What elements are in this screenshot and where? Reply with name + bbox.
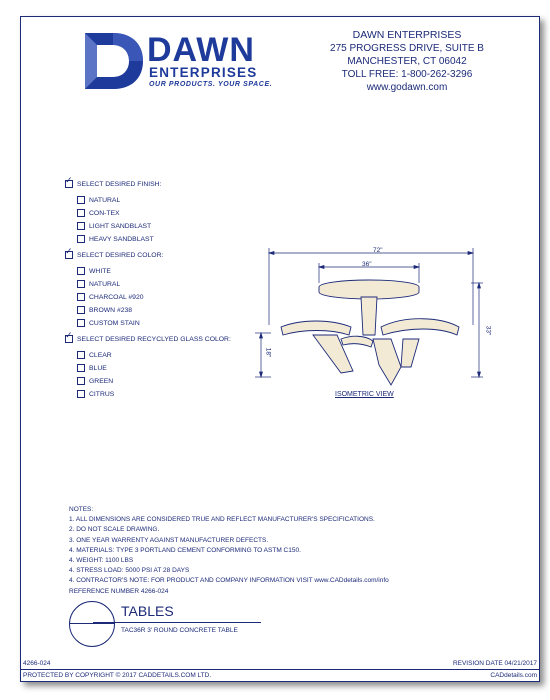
company-logo [83, 31, 283, 91]
glass-color-heading-label: SELECT DESIRED RECYCLYED GLASS COLOR: [77, 335, 231, 343]
option-checkbox[interactable] [77, 267, 85, 275]
glass-color-checkbox[interactable] [65, 330, 73, 343]
company-phone: TOLL FREE: 1-800-262-3296 [341, 69, 473, 80]
finish-checkbox[interactable] [65, 175, 73, 188]
title-circle-divider [69, 623, 115, 624]
finish-heading-label: SELECT DESIRED FINISH: [77, 180, 162, 188]
note-line: 4. WEIGHT: 1100 LBS [69, 557, 134, 565]
option-label: HEAVY SANDBLAST [89, 235, 154, 243]
company-name: DAWN ENTERPRISES [352, 29, 462, 41]
checkmark-icon: ✓ [65, 246, 73, 256]
view-label: ISOMETRIC VIEW [335, 391, 394, 398]
glass-color-option[interactable] [77, 351, 112, 359]
notes-block [69, 505, 389, 597]
drawing-sheet [20, 16, 540, 682]
option-label: WHITE [89, 267, 111, 275]
dim-overall: 72" [373, 247, 383, 254]
dim-height: 33" [484, 325, 492, 336]
option-checkbox[interactable] [77, 319, 85, 327]
company-address-1: 275 PROGRESS DRIVE, SUITE B [330, 43, 484, 54]
notes-heading: NOTES: [69, 506, 94, 513]
option-checkbox[interactable] [77, 293, 85, 301]
option-checkbox[interactable] [77, 351, 85, 359]
company-address-2: MANCHESTER, CT 06042 [347, 56, 467, 67]
finish-option[interactable] [77, 222, 151, 230]
color-option[interactable] [77, 267, 111, 275]
checkmark-icon: ✓ [65, 175, 73, 185]
note-line: 4. MATERIALS: TYPE 3 PORTLAND CEMENT CONFORMING TO ASTM C150. [69, 546, 301, 554]
color-checkbox[interactable] [65, 246, 73, 259]
note-line: 4. CONTRACTOR'S NOTE: FOR PRODUCT AND COMPANY INFORMATION VISIT www.CADdetails.com/info [69, 577, 389, 585]
checkmark-icon: ✓ [65, 330, 73, 340]
finish-heading[interactable] [65, 175, 162, 188]
option-label: CON-TEX [89, 209, 120, 217]
dim-top: 36" [362, 261, 372, 268]
drawing-subtitle: TAC36R 3' ROUND CONCRETE TABLE [121, 627, 238, 634]
option-label: BLUE [89, 364, 107, 372]
option-label: LIGHT SANDBLAST [89, 222, 152, 230]
note-line: REFERENCE NUMBER 4266-024 [69, 587, 169, 595]
dim-seat: 18" [264, 347, 272, 358]
option-checkbox[interactable] [77, 280, 85, 288]
logo-word: DAWN [147, 31, 255, 69]
option-label: CLEAR [89, 351, 112, 359]
note-line: 1. ALL DIMENSIONS ARE CONSIDERED TRUE AND REFLECT MANUFACTURER'S SPECIFICATIONS. [69, 516, 375, 524]
glass-color-heading[interactable] [65, 330, 231, 343]
revision-date: REVISION DATE 04/21/2017 [452, 660, 537, 667]
option-label: BROWN #238 [89, 306, 133, 314]
site-link[interactable]: CADdetails.com [490, 672, 537, 679]
copyright-text: PROTECTED BY COPYRIGHT © 2017 CADDETAILS.COM LTD. [23, 672, 212, 679]
option-checkbox[interactable] [77, 222, 85, 230]
option-label: CITRUS [89, 390, 115, 398]
color-heading-label: SELECT DESIRED COLOR: [77, 251, 164, 259]
option-checkbox[interactable] [77, 364, 85, 372]
title-circle-icon [69, 601, 115, 647]
drawing-title: TABLES [121, 603, 174, 619]
note-line: 2. DO NOT SCALE DRAWING. [69, 526, 160, 534]
option-checkbox[interactable] [77, 235, 85, 243]
option-checkbox[interactable] [77, 306, 85, 314]
drawing-code: 4266-024 [23, 660, 51, 667]
option-label: GREEN [89, 377, 114, 385]
title-underline [93, 622, 261, 623]
glass-color-option[interactable] [77, 390, 114, 398]
company-website[interactable]: www.godawn.com [366, 82, 448, 93]
logo-tagline: OUR PRODUCTS. YOUR SPACE. [149, 81, 273, 88]
company-info [297, 29, 517, 94]
option-label: CHARCOAL #920 [89, 293, 144, 301]
finish-option[interactable] [77, 209, 120, 217]
option-label: CUSTOM STAIN [89, 319, 140, 327]
finish-option[interactable] [77, 196, 120, 204]
option-label: NATURAL [89, 196, 121, 204]
option-checkbox[interactable] [77, 209, 85, 217]
glass-color-option[interactable] [77, 377, 113, 385]
logo-subtitle: ENTERPRISES [149, 65, 258, 80]
color-option[interactable] [77, 293, 144, 301]
color-option[interactable] [77, 319, 140, 327]
note-line: 4. STRESS LOAD: 5000 PSI AT 28 DAYS [69, 567, 190, 575]
option-checkbox[interactable] [77, 377, 85, 385]
color-option[interactable] [77, 306, 132, 314]
finish-option[interactable] [77, 235, 154, 243]
option-checkbox[interactable] [77, 390, 85, 398]
note-line: 3. ONE YEAR WARRENTY AGAINST MANUFACTURER DEFECTS. [69, 536, 269, 544]
color-heading[interactable] [65, 246, 164, 259]
logo-mark-icon [83, 31, 145, 91]
color-option[interactable] [77, 280, 120, 288]
option-checkbox[interactable] [77, 196, 85, 204]
option-label: NATURAL [89, 280, 121, 288]
glass-color-option[interactable] [77, 364, 107, 372]
